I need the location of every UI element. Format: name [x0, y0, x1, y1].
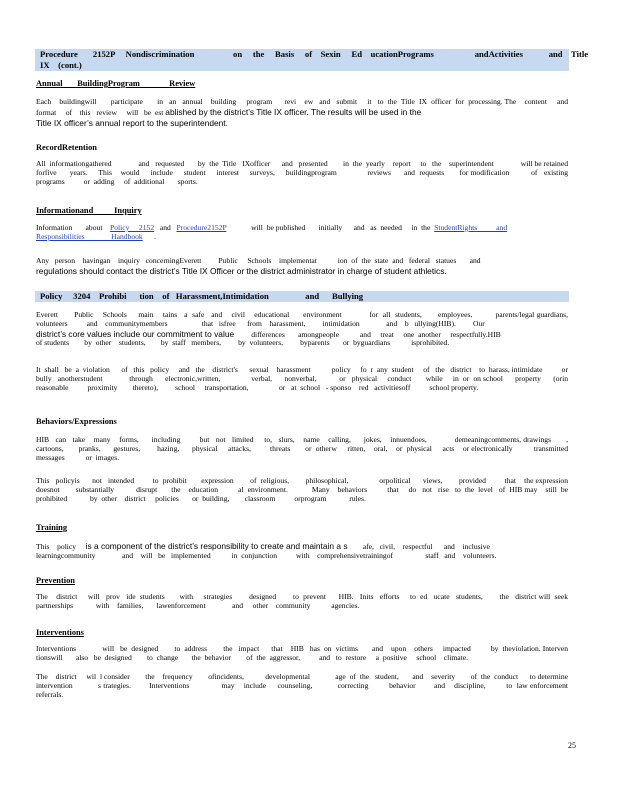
information-text-mid: will be published initially and as needed in the: [226, 223, 435, 232]
record-retention-paragraph: All informationgathered and requested by the Title IXofficer and presented in the yearly report to the superintendent will be retained forfive years. This would include student interest surveys, buildingprogram reviews and requests for modification of existing programs or adding of additional sports.: [36, 159, 580, 186]
procedure-2152p-header-band: [35, 49, 589, 71]
training-text-a: This policy: [36, 542, 86, 551]
inquiry-text: Any person havingan inquiry concerningEverett Public Schools implementat ion of the state and federal statues and: [36, 256, 481, 265]
band-title-line1: Procedure 2152P Nondiscrimination on the Basis of Sexin Ed ucationPrograms andActivities and Title: [40, 49, 589, 59]
band-title-line2: IX (cont.): [40, 60, 82, 70]
record-retention-heading: RecordRetention: [36, 143, 97, 152]
annual-review-text-large-2: Title IX officer’s annual report to the superintendent.: [36, 117, 228, 128]
policy-3204-header-band: [35, 291, 569, 302]
training-paragraph: [36, 541, 568, 561]
policy-3204-paragraph-2: It shall be a violation of this policy and the district's sexual harassment policy fo r any student of the district to harass, intimidate or bully anotherstudent through electronic,written, verbal, nonverbal, or physical conduct while in or on school property (orin reasonable proximity thereto), school transportation, or at school - sponso red activitiesoff school property.: [36, 365, 576, 392]
information-text: Information about: [36, 223, 111, 232]
inquiry-text-large: regulations should contact the district’s Title IX Officer or the district administrator in charge of student athletics.: [36, 265, 447, 276]
training-heading: Training: [36, 523, 68, 532]
policy-2152-link[interactable]: Policy 2152: [110, 223, 155, 232]
annual-review-text: Each buildingwill participate in an annual building program revi ew and submit it to the Title IX officer for processing. The content and format of this review will be est: [36, 97, 576, 117]
annual-review-paragraph: [36, 97, 576, 128]
interventions-heading: Interventions: [36, 628, 84, 637]
policy-3204-paragraph-1: [36, 310, 584, 348]
prevention-heading: Prevention: [36, 576, 75, 585]
interventions-paragraph-1: Interventions will be designed to address the impact that HIB has on victims and upon others impacted by theviolation. Interven tionswill also be designed to change the behavior of the aggressor, and to restore a positive school climate.: [36, 644, 580, 662]
information-inquiry-heading: Informationand Inquiry: [36, 206, 142, 215]
annual-review-text-large: ablished by the district’s Title IX officer. The results will be used in the: [165, 106, 422, 117]
interventions-paragraph-2: The district wil l consider the frequency ofincidents, developmental age of the student, and severity of the conduct to determine intervention s trategies. Interventions may include counseling, correcting behavior and discipline, to law enforcement referrals.: [36, 672, 591, 699]
policy-3204-text-large: district’s core values include our commitment to value: [36, 328, 235, 339]
training-text-c: learningcommunity and will be implemented in conjunction with comprehensivetrainingof staff and volunteers.: [36, 550, 497, 560]
policy-3204-text-a: Everett Public Schools main tains a safe and civil educational environment for all students, employees, parents/legal guardians, volunteers and communitymembers that isfree from harassment, intimidation and b ullying(HIB). Our: [36, 310, 584, 328]
annual-review-heading: Annual BuildingProgram Review: [36, 79, 196, 88]
inquiry-paragraph: [36, 257, 568, 277]
training-text-large: is a component of the district’s responsibility to create and maintain a s: [85, 541, 348, 551]
behaviors-paragraph-2: This policyis not intended to prohibit expression of religious, philosophical, orpolitical views, provided that the expression doesnot substantially disrupt the education al environment. Many behaviors that do not rise to the level of HIB may still be prohibited by other district policies or building, classroom orprogram rules.: [36, 476, 586, 503]
procedure-2152p-link[interactable]: Procedure2152P: [176, 223, 227, 232]
training-text-b: afe, civil, respectful and inclusive: [347, 542, 490, 551]
prevention-paragraph: The district will prov ide students with strategies designed to prevent HIB. Inits efforts to ed ucate students, the district will seek partnerships with families, lawenforcement and other community agencies.: [36, 592, 574, 610]
policy-3204-text-c: of students by other students, by staff members, by volunteers, byparents or byguardians isprohibited.: [36, 338, 450, 348]
handbook-link[interactable]: Responsibilities Handbook: [36, 231, 143, 241]
student-rights-link[interactable]: StudentRights and: [434, 223, 508, 232]
information-text-end: .: [142, 231, 157, 241]
page-number: 25: [568, 741, 576, 750]
behaviors-paragraph-1: HIB can take many forms, including but not limited to, slurs, name calling, jokes, innuendoes, demeaningcomments, drawings , cartoons, pranks, gestures, hazing, physical attacks, threats or otherw ritten, oral, or physical acts or electronically transmitted messages or images.: [36, 435, 593, 462]
information-text-and: and: [154, 223, 177, 232]
information-paragraph: [36, 224, 568, 242]
policy-3204-title: Policy 3204 Prohibi tion of Harassment,Intimidation and Bullying: [40, 291, 364, 301]
policy-3204-text-b: differences amongpeople and treat one another respectfully.HIB: [234, 329, 501, 339]
behaviors-heading: Behaviors/Expressions: [36, 417, 117, 426]
